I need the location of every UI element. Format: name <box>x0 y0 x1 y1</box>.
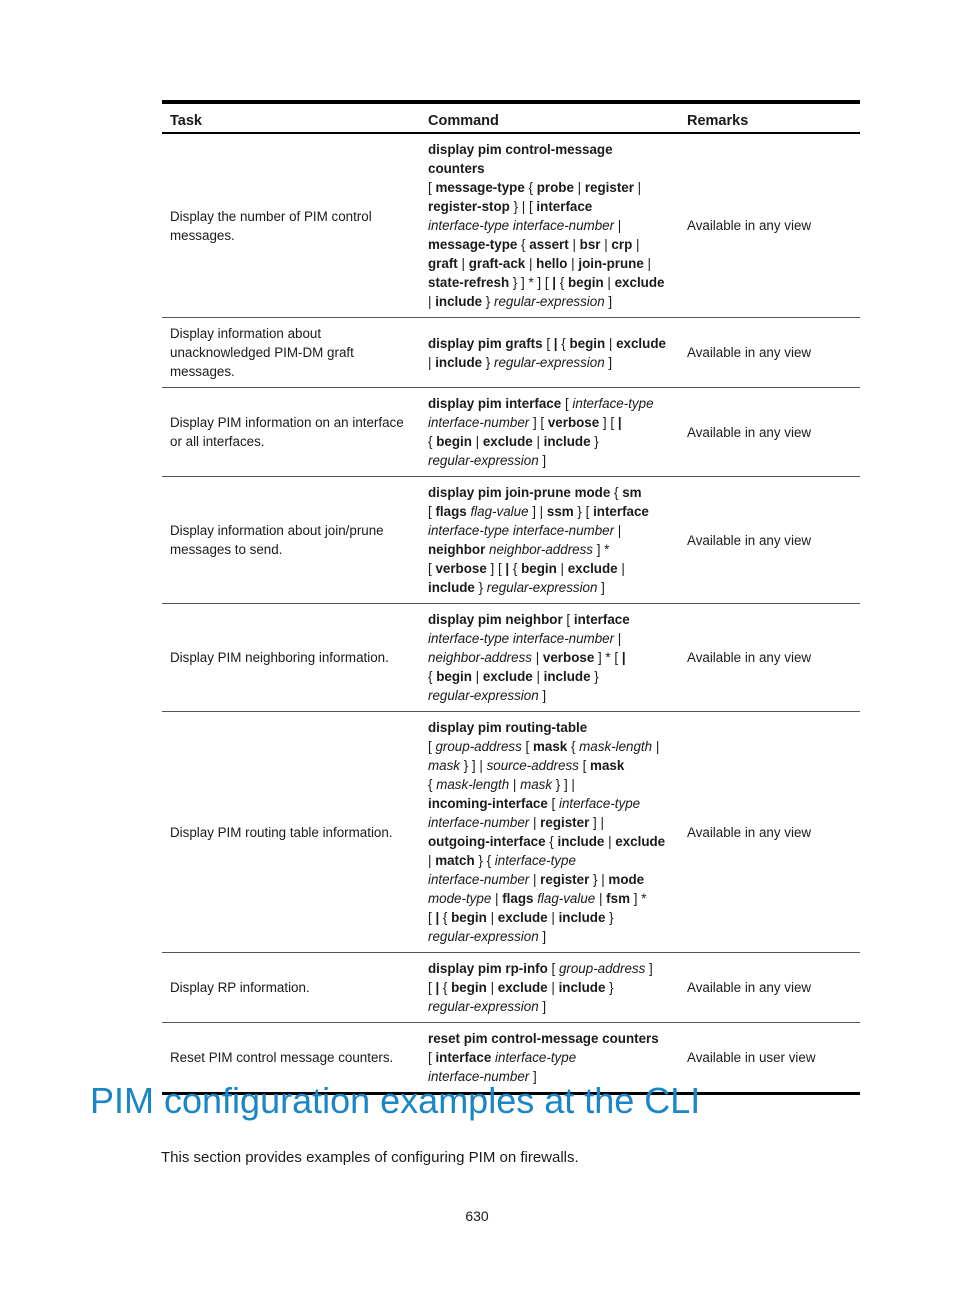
command-keyword: begin <box>436 669 472 684</box>
command-syntax: { <box>567 739 580 754</box>
command-argument: mask-length <box>436 777 510 792</box>
command-keyword: graft <box>428 256 458 271</box>
command-syntax: | <box>531 650 543 665</box>
command-cell <box>420 604 679 712</box>
section-intro: This section provides examples of configuring PIM on firewalls. <box>161 1149 579 1166</box>
command-keyword: verbose <box>547 415 600 430</box>
command-line <box>428 502 671 521</box>
command-keyword: flags <box>435 504 467 519</box>
table-row <box>162 133 860 318</box>
command-syntax: ] <box>538 453 547 468</box>
command-keyword: | <box>505 561 510 576</box>
command-keyword: verbose <box>435 561 487 576</box>
command-syntax: ] <box>604 354 613 370</box>
command-syntax: | <box>529 872 541 887</box>
table-row <box>162 388 860 477</box>
command-syntax: [ <box>547 961 559 976</box>
command-argument: mask <box>520 777 553 792</box>
remarks-cell: Available in any view <box>679 712 860 953</box>
command-line <box>428 610 671 629</box>
command-syntax: | <box>604 834 616 849</box>
command-syntax: { <box>517 237 530 252</box>
command-syntax: | <box>428 853 436 868</box>
command-keyword: begin <box>451 910 487 925</box>
task-cell: Display PIM neighboring information. <box>162 604 420 712</box>
command-line <box>428 273 671 292</box>
table-row <box>162 477 860 604</box>
command-syntax: ] <box>538 929 547 944</box>
command-argument: flag-value <box>537 891 596 906</box>
command-argument: interface-type interface-number <box>428 631 615 646</box>
command-keyword: display pim join-prune mode <box>428 485 611 500</box>
command-argument: interface-number <box>428 415 530 430</box>
command-syntax: } [ <box>573 504 594 519</box>
command-argument: regular-expression <box>486 580 598 595</box>
command-keyword: include <box>543 669 591 684</box>
command-keyword: graft-ack <box>468 256 526 271</box>
command-syntax: ] [ <box>599 415 618 430</box>
remarks-cell: Available in any view <box>679 477 860 604</box>
command-syntax: ] <box>538 999 547 1014</box>
command-syntax: | <box>428 294 436 309</box>
command-keyword: | <box>435 910 440 925</box>
header-task: Task <box>162 102 420 133</box>
command-keyword: include <box>543 434 591 449</box>
command-line <box>428 997 671 1016</box>
command-keyword: interface <box>536 199 593 214</box>
command-syntax: ] <box>529 1069 537 1084</box>
command-line <box>428 737 671 756</box>
command-syntax: } ] * ] [ <box>509 275 553 290</box>
command-argument: interface-type interface-number <box>428 218 615 233</box>
command-syntax: | <box>532 434 544 449</box>
command-argument: neighbor-address <box>489 542 593 557</box>
command-syntax: | <box>614 631 622 646</box>
command-syntax: } <box>482 354 494 370</box>
command-keyword: | <box>435 980 440 995</box>
command-line <box>428 451 671 470</box>
command-syntax: } <box>474 580 487 595</box>
command-syntax: { <box>439 980 452 995</box>
command-argument: group-address <box>435 739 522 754</box>
command-syntax: { <box>428 669 437 684</box>
command-syntax: } <box>590 434 599 449</box>
command-syntax: ] <box>604 294 613 309</box>
command-line <box>428 216 671 235</box>
command-argument: mode-type <box>428 891 492 906</box>
command-syntax: | <box>529 815 541 830</box>
table-row <box>162 604 860 712</box>
task-cell: Reset PIM control message counters. <box>162 1023 420 1094</box>
command-line <box>428 334 671 353</box>
command-syntax: | <box>603 275 615 290</box>
command-keyword: exclude <box>615 834 666 849</box>
command-syntax: [ <box>428 1050 436 1065</box>
command-line <box>428 353 671 372</box>
command-cell <box>420 388 679 477</box>
command-line <box>428 394 671 413</box>
command-syntax: [ <box>578 758 591 773</box>
command-argument: regular-expression <box>494 294 605 309</box>
command-argument: interface-type <box>495 1050 577 1065</box>
command-line <box>428 686 671 705</box>
command-syntax: ] * [ <box>594 650 622 665</box>
command-syntax: [ <box>562 612 574 627</box>
command-syntax: | <box>471 434 483 449</box>
command-keyword: state-refresh <box>428 275 510 290</box>
command-argument: regular-expression <box>428 453 539 468</box>
command-line <box>428 483 671 502</box>
command-syntax: } <box>605 980 614 995</box>
command-line <box>428 254 671 273</box>
command-keyword: mode <box>608 872 645 887</box>
command-keyword: exclude <box>616 335 666 351</box>
remarks-cell: Available in user view <box>679 1023 860 1094</box>
command-keyword: display pim grafts <box>428 335 543 351</box>
command-keyword: match <box>435 853 475 868</box>
task-cell: Display the number of PIM control messages. <box>162 133 420 318</box>
command-syntax: ] | <box>589 815 604 830</box>
command-keyword: | <box>617 415 622 430</box>
table-row <box>162 318 860 388</box>
command-keyword: neighbor <box>428 542 486 557</box>
command-syntax: [ <box>428 739 436 754</box>
remarks-cell: Available in any view <box>679 388 860 477</box>
command-syntax: [ <box>547 796 559 811</box>
command-keyword: message-type <box>435 180 525 195</box>
command-keyword: hello <box>536 256 568 271</box>
command-syntax: } <box>605 910 614 925</box>
command-syntax: | <box>643 256 652 271</box>
command-cell <box>420 953 679 1023</box>
command-keyword: sm <box>622 485 642 500</box>
command-keyword: exclude <box>497 910 548 925</box>
command-syntax: } | <box>589 872 609 887</box>
command-syntax: | <box>532 669 544 684</box>
task-cell: Display information about join/prune messages to send. <box>162 477 420 604</box>
command-syntax: [ <box>542 335 554 351</box>
command-syntax: | <box>486 910 498 925</box>
command-syntax: | <box>633 180 642 195</box>
command-syntax: ] <box>597 580 605 595</box>
command-keyword: display pim interface <box>428 396 562 411</box>
command-keyword: begin <box>436 434 472 449</box>
command-keyword: probe <box>536 180 574 195</box>
remarks-cell: Available in any view <box>679 953 860 1023</box>
command-line <box>428 667 671 686</box>
command-syntax: { <box>610 485 623 500</box>
command-keyword: include <box>557 834 605 849</box>
command-argument: regular-expression <box>428 929 539 944</box>
command-table-container <box>162 100 860 1095</box>
command-keyword: exclude <box>567 561 618 576</box>
command-keyword: interface <box>435 1050 492 1065</box>
command-keyword: reset pim control-message counters <box>428 1031 659 1046</box>
command-argument: interface-type <box>494 853 576 868</box>
command-syntax: | <box>509 777 521 792</box>
command-line <box>428 292 671 311</box>
command-argument: flag-value <box>470 504 529 519</box>
command-line <box>428 1029 671 1048</box>
command-argument: regular-expression <box>428 999 539 1014</box>
command-syntax: } | [ <box>509 199 537 214</box>
command-line <box>428 889 671 908</box>
command-cell <box>420 712 679 953</box>
command-line <box>428 1048 671 1067</box>
command-keyword: | <box>552 275 557 290</box>
command-syntax: [ <box>428 561 436 576</box>
task-cell: Display RP information. <box>162 953 420 1023</box>
table-body <box>162 133 860 1094</box>
command-keyword: include <box>435 354 483 370</box>
task-cell: Display PIM routing table information. <box>162 712 420 953</box>
command-syntax: } { <box>474 853 495 868</box>
command-line <box>428 870 671 889</box>
command-syntax: | <box>486 980 498 995</box>
command-keyword: incoming-interface <box>428 796 548 811</box>
page-number: 630 <box>465 1208 489 1224</box>
command-syntax: [ <box>561 396 573 411</box>
command-table <box>162 100 860 1095</box>
command-line <box>428 756 671 775</box>
command-keyword: fsm <box>606 891 630 906</box>
command-keyword: verbose <box>542 650 595 665</box>
command-syntax: [ <box>428 910 436 925</box>
section-title: PIM configuration examples at the CLI <box>90 1080 701 1121</box>
command-argument: source-address <box>486 758 579 773</box>
command-keyword: include <box>558 910 606 925</box>
command-line <box>428 648 671 667</box>
command-keyword: assert <box>529 237 569 252</box>
command-cell <box>420 477 679 604</box>
command-argument: neighbor-address <box>428 650 532 665</box>
command-syntax: | <box>573 180 585 195</box>
command-syntax: | <box>547 910 559 925</box>
command-cell <box>420 133 679 318</box>
command-syntax: { <box>524 180 537 195</box>
command-keyword: display pim neighbor <box>428 612 563 627</box>
command-syntax: ] * <box>593 542 610 557</box>
command-syntax: | <box>652 739 660 754</box>
command-argument: regular-expression <box>494 354 605 370</box>
command-line <box>428 959 671 978</box>
command-syntax: | <box>632 237 640 252</box>
command-keyword: | <box>621 650 626 665</box>
command-syntax: | <box>525 256 537 271</box>
command-syntax: } ] | <box>552 777 575 792</box>
command-argument: interface-type interface-number <box>428 523 615 538</box>
remarks-cell: Available in any view <box>679 318 860 388</box>
command-syntax: | <box>457 256 469 271</box>
command-line <box>428 629 671 648</box>
command-keyword: exclude <box>482 669 533 684</box>
command-syntax: { <box>428 777 437 792</box>
command-syntax: [ <box>428 180 436 195</box>
command-line <box>428 832 671 851</box>
command-line <box>428 540 671 559</box>
command-argument: interface-number <box>428 815 530 830</box>
command-keyword: bsr <box>579 237 601 252</box>
command-syntax: ] | <box>528 504 547 519</box>
command-syntax: { <box>509 561 522 576</box>
command-line <box>428 197 671 216</box>
header-remarks: Remarks <box>679 102 860 133</box>
task-cell: Display PIM information on an interface or all interfaces. <box>162 388 420 477</box>
command-syntax: { <box>545 834 558 849</box>
command-line <box>428 559 671 578</box>
command-line <box>428 908 671 927</box>
command-keyword: display pim rp-info <box>428 961 548 976</box>
command-syntax: | <box>614 218 622 233</box>
command-line <box>428 978 671 997</box>
command-syntax: ] <box>538 688 547 703</box>
command-line <box>428 851 671 870</box>
header-command: Command <box>420 102 679 133</box>
command-argument: interface-type <box>558 796 641 811</box>
command-syntax: [ <box>428 980 436 995</box>
command-keyword: join-prune <box>578 256 644 271</box>
command-argument: interface-number <box>428 872 530 887</box>
command-keyword: begin <box>451 980 487 995</box>
command-keyword: display pim routing-table <box>428 720 588 735</box>
command-keyword: display pim control-message counters <box>428 142 613 176</box>
command-syntax: | <box>568 237 580 252</box>
table-row <box>162 953 860 1023</box>
command-line <box>428 235 671 254</box>
command-keyword: register <box>584 180 634 195</box>
command-argument: mask <box>428 758 460 773</box>
command-keyword: flags <box>502 891 534 906</box>
command-argument: group-address <box>558 961 646 976</box>
command-keyword: include <box>428 580 475 595</box>
command-syntax: | <box>471 669 483 684</box>
command-syntax: | <box>617 561 625 576</box>
command-syntax: | <box>567 256 579 271</box>
remarks-cell: Available in any view <box>679 133 860 318</box>
command-syntax: | <box>547 980 559 995</box>
remarks-cell: Available in any view <box>679 604 860 712</box>
command-keyword: exclude <box>482 434 533 449</box>
command-line <box>428 794 671 813</box>
command-keyword: exclude <box>614 275 665 290</box>
command-syntax: ] [ <box>529 415 548 430</box>
table-header-row <box>162 102 860 133</box>
command-keyword: include <box>435 294 483 309</box>
command-line <box>428 578 671 597</box>
command-keyword: register <box>540 815 590 830</box>
command-keyword: interface <box>593 504 649 519</box>
command-syntax: ] <box>645 961 653 976</box>
command-argument: interface-type <box>572 396 654 411</box>
command-syntax: | <box>600 237 612 252</box>
command-argument: interface-number <box>428 1069 530 1084</box>
command-keyword: mask <box>590 758 625 773</box>
command-syntax: { <box>428 434 437 449</box>
command-syntax: } ] | <box>460 758 487 773</box>
command-syntax: { <box>557 335 570 351</box>
command-syntax: ] * <box>630 891 647 906</box>
command-keyword: interface <box>573 612 630 627</box>
command-syntax: [ <box>521 739 533 754</box>
command-syntax: } <box>590 669 599 684</box>
command-keyword: begin <box>521 561 557 576</box>
command-line <box>428 927 671 946</box>
command-argument: regular-expression <box>428 688 539 703</box>
command-line <box>428 413 671 432</box>
command-keyword: | <box>553 335 558 351</box>
command-line <box>428 140 671 178</box>
command-cell <box>420 318 679 388</box>
command-keyword: begin <box>567 275 604 290</box>
command-line <box>428 813 671 832</box>
command-line <box>428 521 671 540</box>
command-argument: mask-length <box>579 739 653 754</box>
command-syntax: ] [ <box>486 561 506 576</box>
command-keyword: ssm <box>546 504 574 519</box>
command-keyword: crp <box>611 237 633 252</box>
command-keyword: register <box>540 872 590 887</box>
table-row <box>162 712 860 953</box>
command-keyword: mask <box>532 739 568 754</box>
command-syntax: | <box>428 354 436 370</box>
command-keyword: exclude <box>497 980 548 995</box>
command-syntax: | <box>595 891 607 906</box>
command-syntax: } <box>482 294 494 309</box>
command-syntax: | <box>491 891 503 906</box>
command-syntax: { <box>439 910 452 925</box>
command-line <box>428 775 671 794</box>
command-keyword: message-type <box>428 237 518 252</box>
command-line <box>428 432 671 451</box>
command-syntax: | <box>556 561 568 576</box>
command-syntax: [ <box>428 504 436 519</box>
command-keyword: register-stop <box>428 199 510 214</box>
command-syntax: | <box>614 523 622 538</box>
task-cell: Display information about unacknowledged PIM-DM graft messages. <box>162 318 420 388</box>
command-keyword: outgoing-interface <box>428 834 546 849</box>
command-syntax: | <box>605 335 617 351</box>
command-syntax: { <box>556 275 568 290</box>
command-keyword: begin <box>569 335 606 351</box>
command-keyword: include <box>558 980 606 995</box>
command-line <box>428 178 671 197</box>
command-line <box>428 718 671 737</box>
